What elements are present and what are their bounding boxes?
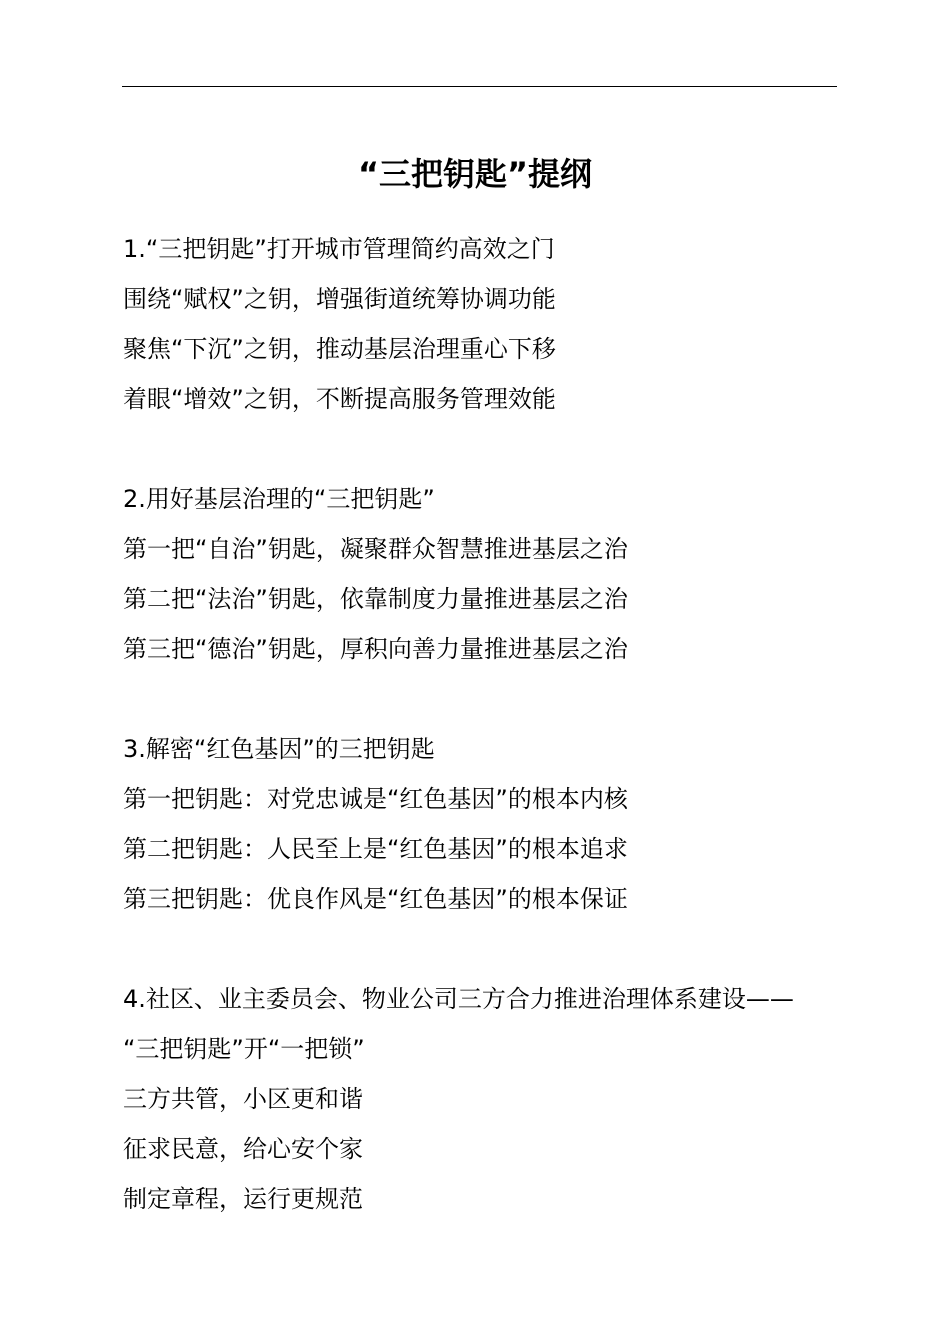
section-spacer [123,924,843,974]
section-heading: 2.用好基层治理的“三把钥匙” [123,485,435,513]
section-item: 第二把钥匙：人民至上是“红色基因”的根本追求 [123,835,628,863]
section-item: 第一把“自治”钥匙，凝聚群众智慧推进基层之治 [123,535,628,563]
section-spacer [123,674,843,724]
document-title: “三把钥匙”提纲 [357,155,593,193]
section-heading: 1.“三把钥匙”打开城市管理简约高效之门 [123,235,555,263]
section-item: 制定章程，运行更规范 [123,1185,363,1213]
section-item: 征求民意，给心安个家 [123,1135,363,1163]
section-heading: 3.解密“红色基因”的三把钥匙 [123,735,435,763]
section-2 [123,474,843,674]
section-item: 聚焦“下沉”之钥，推动基层治理重心下移 [123,335,556,363]
section-item: 第三把钥匙：优良作风是“红色基因”的根本保证 [123,885,628,913]
section-4 [123,974,843,1224]
section-item: 第二把“法治”钥匙，依靠制度力量推进基层之治 [123,585,628,613]
section-item: 第一把钥匙：对党忠诚是“红色基因”的根本内核 [123,785,628,813]
section-heading: 4.社区、业主委员会、物业公司三方合力推进治理体系建设—— [123,985,794,1013]
document-body [123,224,843,1224]
section-1 [123,224,843,424]
header-rule [122,86,837,87]
section-spacer [123,424,843,474]
section-item: 着眼“增效”之钥，不断提高服务管理效能 [123,385,556,413]
section-3 [123,724,843,924]
section-item: 三方共管，小区更和谐 [123,1085,363,1113]
section-heading-continuation: “三把钥匙”开“一把锁” [123,1035,365,1063]
section-item: 第三把“德治”钥匙，厚积向善力量推进基层之治 [123,635,628,663]
section-item: 围绕“赋权”之钥，增强街道统筹协调功能 [123,285,556,313]
